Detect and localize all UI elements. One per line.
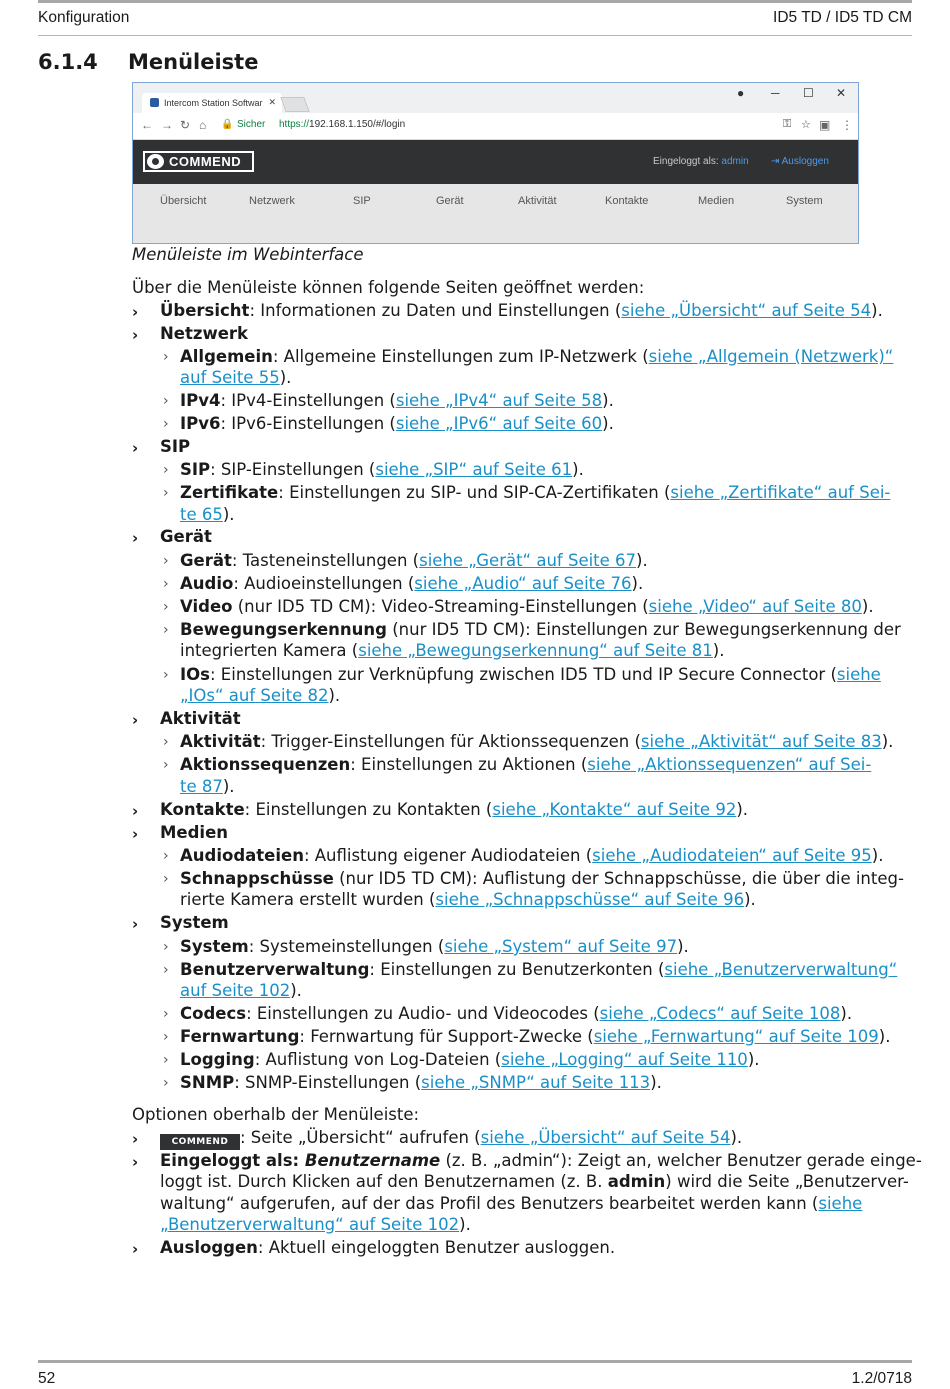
- sub-bullet-icon: ›: [163, 667, 169, 683]
- header-product: ID5 TD / ID5 TD CM: [773, 9, 912, 26]
- figure-caption: Menüleiste im Webinterface: [132, 245, 364, 264]
- bullet-icon: ›: [132, 326, 139, 344]
- sub-bullet-icon: ›: [163, 1052, 169, 1068]
- sub-bullet-icon: ›: [163, 553, 169, 569]
- sub-list-item: Aktionssequenzen: Einstellungen zu Aktionen (siehe „Aktionssequenzen“ auf Sei-: [180, 755, 872, 774]
- sub-bullet-icon: ›: [163, 1029, 169, 1045]
- bullet-icon: ›: [132, 303, 139, 321]
- cross-reference-link[interactable]: siehe „Codecs“ auf Seite 108: [599, 1004, 841, 1023]
- menu-bar: [133, 184, 858, 243]
- sub-bullet-icon: ›: [163, 871, 169, 887]
- menu-item-geraet: Gerät: [436, 195, 464, 207]
- document-version: 1.2/0718: [851, 1370, 912, 1387]
- cross-reference-link[interactable]: siehe „SIP“ auf Seite 61: [375, 460, 573, 479]
- browser-tab-bar: [133, 83, 858, 113]
- list-item-continuation: „Benutzerverwaltung“ auf Seite 102).: [160, 1215, 471, 1234]
- cross-reference-link[interactable]: auf Seite 102: [180, 981, 291, 1000]
- sub-list-item: Benutzerverwaltung: Einstellungen zu Benutzerkonten (siehe „Benutzerverwaltung“: [180, 960, 898, 979]
- menu-item-uebersicht: Übersicht: [160, 195, 207, 207]
- cross-reference-link[interactable]: „Benutzerverwaltung“ auf Seite 102: [160, 1215, 460, 1234]
- sub-list-item: SNMP: SNMP-Einstellungen (siehe „SNMP“ auf Seite 113).: [180, 1073, 662, 1092]
- browser-screenshot: [132, 82, 859, 244]
- sub-list-item: Schnappschüsse (nur ID5 TD CM): Auflistung der Schnappschüsse, die über die integ-: [180, 869, 904, 888]
- list-item-continuation: loggt ist. Durch Klicken auf den Benutzernamen (z. B. admin) wird die Seite „Benutzerver-: [160, 1172, 909, 1191]
- sub-bullet-icon: ›: [163, 848, 169, 864]
- sub-list-item-continuation: rierte Kamera erstellt wurden (siehe „Schnappschüsse“ auf Seite 96).: [180, 890, 756, 909]
- list-item: Netzwerk: [160, 324, 249, 343]
- options-intro: Optionen oberhalb der Menüleiste:: [132, 1105, 420, 1124]
- cross-reference-link[interactable]: siehe „IPv6“ auf Seite 60: [395, 414, 603, 433]
- sub-bullet-icon: ›: [163, 416, 169, 432]
- intro-text: Über die Menüleiste können folgende Seiten geöffnet werden:: [132, 278, 645, 297]
- bullet-icon: ›: [132, 825, 139, 843]
- sub-list-item: System: Systemeinstellungen (siehe „System“ auf Seite 97).: [180, 937, 689, 956]
- list-item: COMMEND : Seite „Übersicht“ aufrufen (siehe „Übersicht“ auf Seite 54).: [160, 1128, 742, 1150]
- app-header: [133, 140, 858, 184]
- sub-list-item: Zertifikate: Einstellungen zu SIP- und SIP-CA-Zertifikaten (siehe „Zertifikate“ auf Sei-: [180, 483, 891, 502]
- tab-title: Intercom Station Softwar: [164, 98, 263, 108]
- cross-reference-link[interactable]: siehe „Aktivität“ auf Seite 83: [640, 732, 882, 751]
- sub-list-item: IPv6: IPv6-Einstellungen (siehe „IPv6“ auf Seite 60).: [180, 414, 614, 433]
- commend-logo-inline: COMMEND: [160, 1134, 240, 1150]
- favicon-icon: [150, 98, 159, 107]
- list-item: System: [160, 913, 229, 932]
- list-item: Aktivität: [160, 709, 241, 728]
- home-icon: ⌂: [199, 118, 207, 132]
- sub-bullet-icon: ›: [163, 939, 169, 955]
- sub-list-item: Video (nur ID5 TD CM): Video-Streaming-Einstellungen (siehe „Video“ auf Seite 80).: [180, 597, 874, 616]
- page-number: 52: [38, 1370, 56, 1387]
- bullet-icon: ›: [132, 439, 139, 457]
- page-footer: [38, 1360, 912, 1389]
- cross-reference-link[interactable]: siehe „Video“ auf Seite 80: [648, 597, 862, 616]
- cross-reference-link[interactable]: siehe „SNMP“ auf Seite 113: [421, 1073, 651, 1092]
- menu-item-sip: SIP: [353, 195, 371, 207]
- back-icon: ←: [141, 118, 153, 132]
- forward-icon: →: [161, 118, 173, 132]
- sub-list-item: Logging: Auflistung von Log-Dateien (siehe „Logging“ auf Seite 110).: [180, 1050, 760, 1069]
- cross-reference-link[interactable]: siehe „Zertifikate“ auf Sei-: [670, 483, 891, 502]
- sub-list-item: Bewegungserkennung (nur ID5 TD CM): Einstellungen zur Bewegungserkennung der: [180, 620, 901, 639]
- sub-list-item: SIP: SIP-Einstellungen (siehe „SIP“ auf Seite 61).: [180, 460, 584, 479]
- list-item-continuation: waltung“ aufgerufen, auf der das Profil des Benutzers bearbeitet werden kann (siehe: [160, 1194, 863, 1213]
- cross-reference-link[interactable]: siehe „IPv4“ auf Seite 58: [395, 391, 603, 410]
- bullet-icon: ›: [132, 802, 139, 820]
- menu-item-system: System: [786, 195, 823, 207]
- sub-list-item-continuation: auf Seite 102).: [180, 981, 302, 1000]
- sub-bullet-icon: ›: [163, 349, 169, 365]
- profile-icon: ●: [737, 86, 745, 100]
- cross-reference-link[interactable]: siehe „Kontakte“ auf Seite 92: [492, 800, 737, 819]
- sub-bullet-icon: ›: [163, 462, 169, 478]
- cast-icon: ▣: [819, 118, 831, 132]
- sub-list-item: IOs: Einstellungen zur Verknüpfung zwischen ID5 TD und IP Secure Connector (siehe: [180, 665, 881, 684]
- cross-reference-link[interactable]: siehe: [836, 665, 881, 684]
- lock-icon: 🔒: [221, 119, 234, 130]
- reload-icon: ↻: [180, 118, 191, 132]
- sub-bullet-icon: ›: [163, 962, 169, 978]
- sub-list-item: IPv4: IPv4-Einstellungen (siehe „IPv4“ auf Seite 58).: [180, 391, 614, 410]
- cross-reference-link[interactable]: siehe „Benutzerverwaltung“: [664, 960, 898, 979]
- logout-link: ⇥ Ausloggen: [771, 156, 829, 167]
- cross-reference-link[interactable]: siehe „System“ auf Seite 97: [444, 937, 678, 956]
- list-item: SIP: [160, 437, 191, 456]
- list-item: Ausloggen: Aktuell eingeloggten Benutzer ausloggen.: [160, 1238, 616, 1257]
- bullet-icon: ›: [132, 915, 139, 933]
- cross-reference-link[interactable]: siehe „Übersicht“ auf Seite 54: [621, 301, 872, 320]
- section-title: Menüleiste: [128, 50, 259, 74]
- star-icon: ☆: [801, 119, 811, 131]
- close-window-icon: ✕: [836, 86, 847, 100]
- logo-wordmark: COMMEND: [169, 154, 242, 169]
- menu-item-netzwerk: Netzwerk: [249, 195, 295, 207]
- sub-bullet-icon: ›: [163, 734, 169, 750]
- new-tab-icon: [280, 97, 309, 112]
- sub-list-item: Audiodateien: Auflistung eigener Audiodateien (siehe „Audiodateien“ auf Seite 95).: [180, 846, 884, 865]
- bullet-icon: ›: [132, 711, 139, 729]
- section-number: 6.1.4: [38, 50, 98, 74]
- bullet-icon: ›: [132, 1153, 139, 1171]
- logged-in-info: Eingeloggt als: admin: [653, 156, 749, 167]
- browser-tab: [142, 93, 282, 113]
- maximize-icon: ☐: [803, 86, 814, 100]
- cross-reference-link[interactable]: auf Seite 55: [180, 368, 280, 387]
- header-chapter: Konfiguration: [38, 9, 130, 26]
- close-tab-icon: ✕: [268, 97, 276, 107]
- address-bar: [133, 113, 858, 140]
- cross-reference-link[interactable]: siehe „Allgemein (Netzwerk)“: [648, 347, 894, 366]
- page-header: [38, 0, 912, 36]
- cross-reference-link[interactable]: siehe „Fernwartung“ auf Seite 109: [593, 1027, 879, 1046]
- sub-list-item-continuation: te 87).: [180, 777, 235, 796]
- logo-mark-icon: [147, 154, 164, 169]
- list-item: Übersicht: Informationen zu Daten und Einstellungen (siehe „Übersicht“ auf Seite 54).: [160, 301, 883, 320]
- menu-item-kontakte: Kontakte: [605, 195, 649, 207]
- sub-bullet-icon: ›: [163, 622, 169, 638]
- bullet-icon: ›: [132, 529, 139, 547]
- commend-logo: [143, 151, 254, 172]
- cross-reference-link[interactable]: siehe „Übersicht“ auf Seite 54: [480, 1128, 731, 1147]
- section-heading: [38, 50, 258, 74]
- sub-bullet-icon: ›: [163, 1075, 169, 1091]
- cross-reference-link[interactable]: siehe „Audio“ auf Seite 76: [414, 574, 632, 593]
- sub-list-item: Codecs: Einstellungen zu Audio- und Videocodes (siehe „Codecs“ auf Seite 108).: [180, 1004, 853, 1023]
- menu-item-medien: Medien: [698, 195, 735, 207]
- sub-bullet-icon: ›: [163, 599, 169, 615]
- sub-list-item: Allgemein: Allgemeine Einstellungen zum IP-Netzwerk (siehe „Allgemein (Netzwerk)“: [180, 347, 894, 366]
- cross-reference-link[interactable]: siehe „Logging“ auf Seite 110: [501, 1050, 748, 1069]
- menu-item-aktivitaet: Aktivität: [518, 195, 557, 207]
- sub-list-item: Aktivität: Trigger-Einstellungen für Aktionssequenzen (siehe „Aktivität“ auf Seite 83).: [180, 732, 894, 751]
- sub-list-item: Fernwartung: Fernwartung für Support-Zwecke (siehe „Fernwartung“ auf Seite 109).: [180, 1027, 891, 1046]
- key-icon: ⚿: [783, 118, 792, 130]
- sub-list-item: Gerät: Tasteneinstellungen (siehe „Gerät“ auf Seite 67).: [180, 551, 648, 570]
- sub-bullet-icon: ›: [163, 1006, 169, 1022]
- sub-list-item-continuation: auf Seite 55).: [180, 368, 292, 387]
- cross-reference-link[interactable]: siehe „Schnappschüsse“ auf Seite 96: [435, 890, 745, 909]
- sub-bullet-icon: ›: [163, 485, 169, 501]
- secure-label: Sicher: [237, 119, 266, 130]
- sub-bullet-icon: ›: [163, 393, 169, 409]
- list-item: Eingeloggt als: Benutzername (z. B. „admin“): Zeigt an, welcher Benutzer gerade einge-: [160, 1151, 922, 1170]
- list-item: Kontakte: Einstellungen zu Kontakten (siehe „Kontakte“ auf Seite 92).: [160, 800, 749, 819]
- sub-list-item: Audio: Audioeinstellungen (siehe „Audio“ auf Seite 76).: [180, 574, 644, 593]
- sub-bullet-icon: ›: [163, 576, 169, 592]
- cross-reference-link[interactable]: siehe: [818, 1194, 863, 1213]
- sub-list-item-continuation: te 65).: [180, 505, 235, 524]
- list-item: Gerät: [160, 527, 212, 546]
- cross-reference-link[interactable]: te 65: [180, 505, 223, 524]
- bullet-icon: ›: [132, 1240, 139, 1258]
- cross-reference-link[interactable]: siehe „Aktionssequenzen“ auf Sei-: [587, 755, 872, 774]
- cross-reference-link[interactable]: te 87: [180, 777, 223, 796]
- sub-list-item-continuation: integrierten Kamera (siehe „Bewegungserkennung“ auf Seite 81).: [180, 641, 725, 660]
- cross-reference-link[interactable]: siehe „Audiodateien“ auf Seite 95: [592, 846, 872, 865]
- sub-bullet-icon: ›: [163, 757, 169, 773]
- list-item: Medien: [160, 823, 229, 842]
- minimize-icon: ─: [771, 86, 780, 100]
- logout-icon: ⇥: [771, 156, 780, 167]
- url-field: [215, 117, 830, 134]
- cross-reference-link[interactable]: siehe „Bewegungserkennung“ auf Seite 81: [358, 641, 713, 660]
- sub-list-item-continuation: „IOs“ auf Seite 82).: [180, 686, 341, 705]
- cross-reference-link[interactable]: siehe „Gerät“ auf Seite 67: [419, 551, 637, 570]
- url-text: https://192.168.1.150/#/login: [279, 119, 406, 130]
- browser-menu-icon: ⋮: [841, 118, 853, 132]
- cross-reference-link[interactable]: „IOs“ auf Seite 82: [180, 686, 329, 705]
- bullet-icon: ›: [132, 1130, 139, 1148]
